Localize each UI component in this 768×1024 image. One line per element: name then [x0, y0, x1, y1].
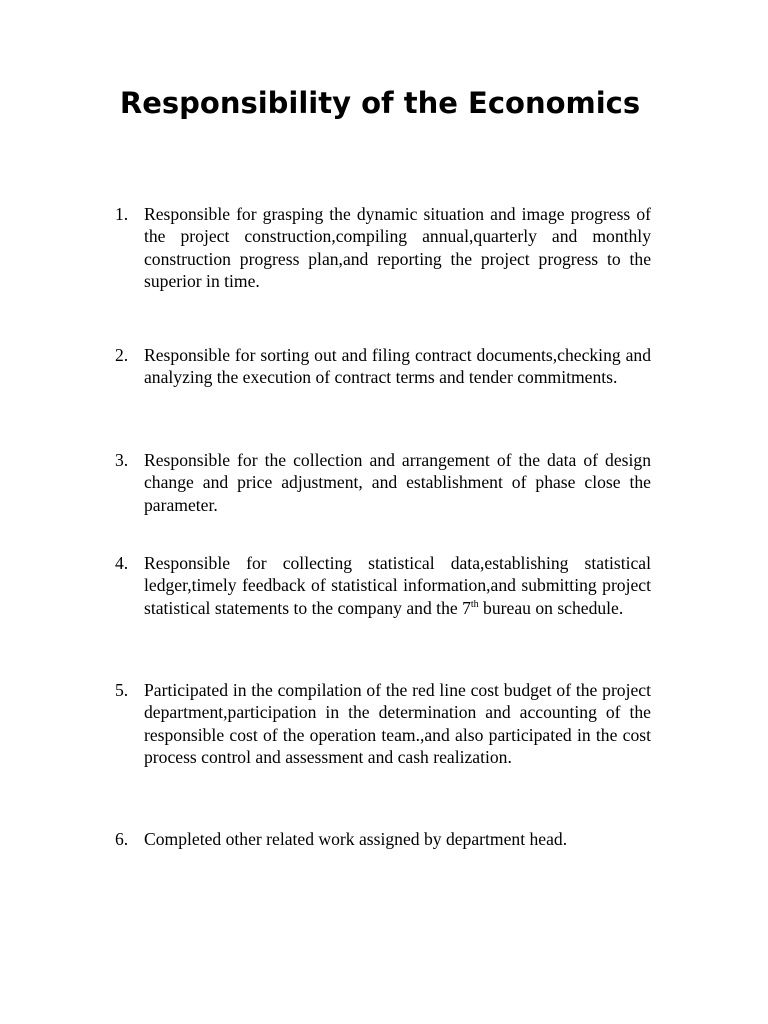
- list-item-number: 1.: [115, 204, 129, 224]
- list-item-text-main: Responsible for collecting statistical data,establishing statistical ledger,timely feedback of statistical information,and submitting project statistical statements to the company and the 7: [144, 553, 651, 618]
- list-item-number: 2.: [115, 345, 129, 365]
- list-item-number: 4.: [115, 553, 129, 573]
- list-item-number: 3.: [115, 450, 129, 470]
- list-item-text: Responsible for grasping the dynamic situation and image progress of the project construction,compiling annual,quarterly and monthly construction progress plan,and reporting the project progress to the superior in time.: [144, 204, 651, 292]
- list-item-text: Completed other related work assigned by department head.: [144, 829, 568, 849]
- list-item-number: 5.: [115, 680, 129, 700]
- list-item-number: 6.: [115, 829, 129, 849]
- list-item-text: Responsible for sorting out and filing contract documents,checking and analyzing the execution of contract terms and tender commitments.: [144, 345, 651, 388]
- list-item-text-tail: bureau on schedule.: [478, 597, 624, 618]
- ordinal-superscript: th: [470, 598, 479, 610]
- page-title: Responsibility of the Economics: [119, 86, 641, 120]
- list-item-text: Responsible for the collection and arrangement of the data of design change and price adjustment, and establishment of phase close the parameter.: [144, 450, 651, 515]
- list-item-text: [144, 552, 651, 619]
- list-item-text: Participated in the compilation of the red line cost budget of the project department,participation in the determination and accounting of the responsible cost of the operation team.,and also participated in the cost process control and assessment and cash realization.: [144, 680, 651, 768]
